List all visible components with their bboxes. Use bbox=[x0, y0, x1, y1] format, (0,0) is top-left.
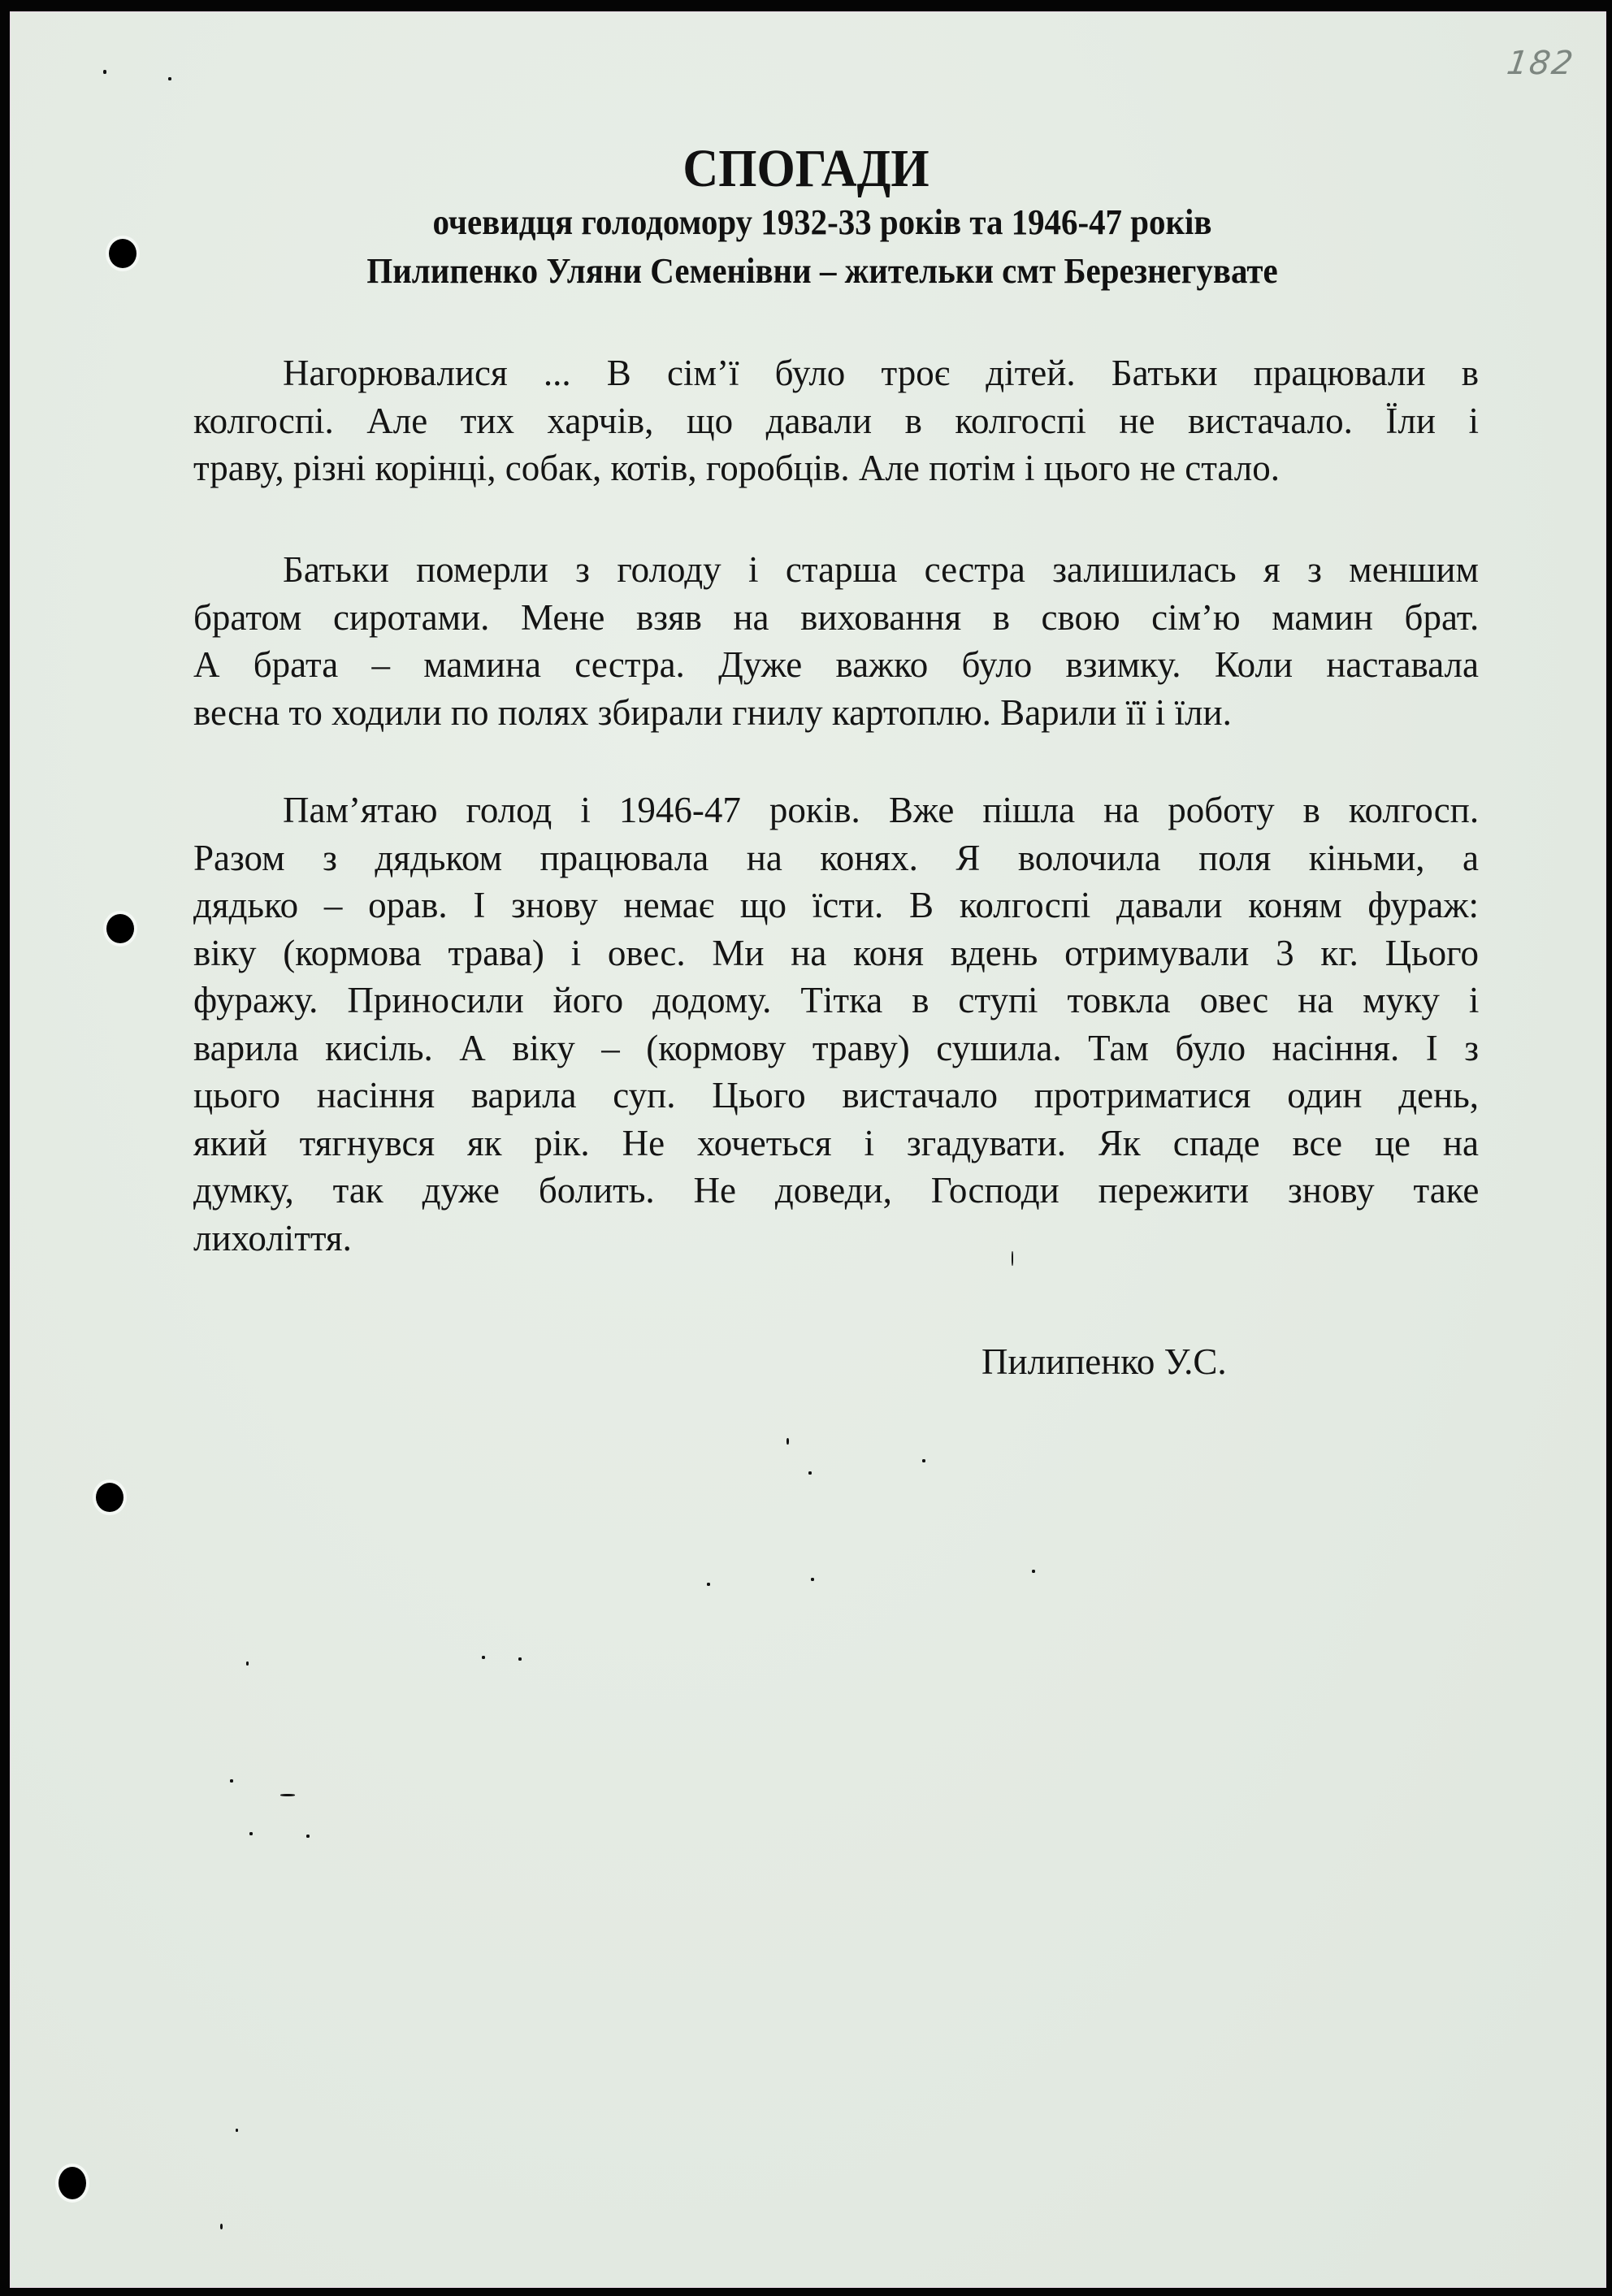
scan-speck bbox=[168, 77, 171, 80]
document-subtitle: очевидця голодомору 1932-33 років та 1946-47 років bbox=[432, 202, 1212, 242]
paragraph-1 bbox=[193, 349, 1479, 492]
scan-speck bbox=[786, 1438, 789, 1445]
scan-speck bbox=[230, 1779, 233, 1783]
paragraph-3 bbox=[193, 786, 1479, 1262]
scan-speck bbox=[246, 1661, 249, 1666]
document-title: СПОГАДИ bbox=[682, 139, 930, 198]
scan-speck bbox=[306, 1835, 310, 1838]
scan-speck bbox=[811, 1578, 814, 1581]
text-line: траву, різні корінці, собак, котів, горобців. Але потім і цього не стало. bbox=[193, 448, 1280, 488]
text-line: дядько – орав. І знову немає що їсти. В колгоспі давали коням фураж: bbox=[193, 885, 1479, 925]
punch-hole bbox=[96, 1483, 124, 1512]
text-line: Разом з дядьком працювала на конях. Я волочила поля кіньми, а bbox=[193, 837, 1479, 878]
scan-speck bbox=[1032, 1570, 1035, 1573]
text-line: варила кисіль. А віку – (кормову траву) сушила. Там було насіння. І з bbox=[193, 1027, 1479, 1068]
text-line: думку, так дуже болить. Не доведи, Господи пережити знову таке bbox=[193, 1170, 1480, 1211]
scan-speck bbox=[249, 1832, 253, 1835]
scan-speck bbox=[236, 2129, 238, 2132]
text-line: колгоспі. Але тих харчів, що давали в колгоспі не вистачало. Їли і bbox=[193, 400, 1479, 441]
text-line: який тягнувся як рік. Не хочеться і згадувати. Як спаде все це на bbox=[193, 1122, 1479, 1163]
text-line: весна то ходили по полях збирали гнилу картоплю. Варили її і їли. bbox=[193, 691, 1232, 733]
paragraph-2 bbox=[193, 546, 1479, 736]
text-line: Пам’ятаю голод і 1946-47 років. Вже пішла на роботу в колгосп. bbox=[283, 790, 1480, 830]
text-line: Нагорювалися ... В сім’ї було троє дітей. Батьки працювали в bbox=[283, 353, 1479, 393]
punch-hole bbox=[106, 914, 134, 943]
document-author-line: Пилипенко Уляни Семенівни – жительки смт Березнегувате bbox=[366, 251, 1278, 291]
scan-speck bbox=[103, 70, 106, 74]
text-line: лихоліття. bbox=[193, 1217, 352, 1258]
text-line: цього насіння варила суп. Цього вистачало протриматися один день, bbox=[193, 1075, 1479, 1116]
punch-hole bbox=[58, 2167, 86, 2199]
text-line: фуражу. Приносили його додому. Тітка в ступі товкла овес на муку і bbox=[193, 980, 1480, 1020]
scan-speck bbox=[922, 1459, 925, 1462]
text-line: А брата – мамина сестра. Дуже важко було взимку. Коли наставала bbox=[193, 644, 1479, 685]
text-line: Батьки померли з голоду і старша сестра залишилась я з меншим bbox=[283, 549, 1479, 590]
text-line: братом сиротами. Мене взяв на виховання в свою сім’ю мамин брат. bbox=[193, 596, 1480, 638]
scan-speck bbox=[220, 2224, 223, 2229]
handwritten-page-number: 182 bbox=[1504, 45, 1577, 82]
text-line: віку (кормова трава) і овес. Ми на коня вдень отримували 3 кг. Цього bbox=[193, 932, 1479, 973]
scan-speck bbox=[707, 1583, 710, 1586]
signature: Пилипенко У.С. bbox=[982, 1341, 1227, 1382]
scan-speck bbox=[518, 1657, 522, 1661]
scan-speck bbox=[808, 1471, 812, 1475]
scan-speck bbox=[280, 1794, 295, 1796]
scan-speck bbox=[482, 1656, 485, 1659]
